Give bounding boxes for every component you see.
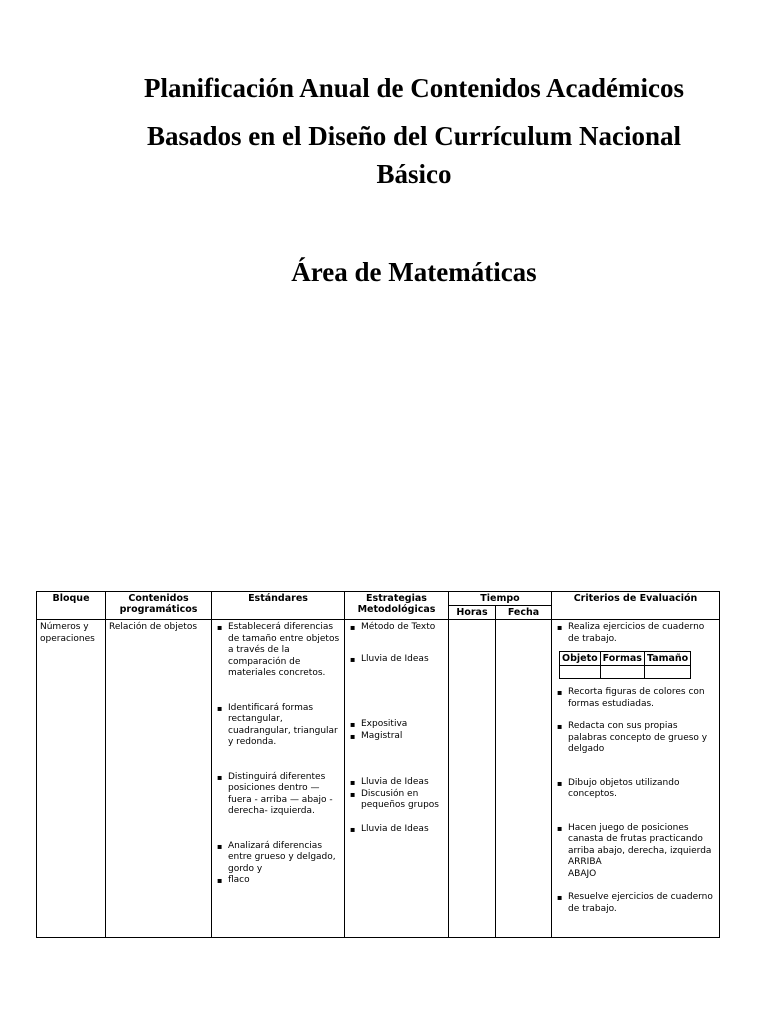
cell-horas xyxy=(449,620,496,938)
estrategia-item: ▪ Lluvia de Ideas xyxy=(348,654,445,666)
header-tiempo: Tiempo xyxy=(449,592,552,606)
estrategia-item: ▪ Discusión en pequeños grupos xyxy=(348,789,445,812)
estrategia-item: ▪ Expositiva xyxy=(348,719,445,731)
criterio-extra-1: ARRIBA xyxy=(568,857,602,867)
estandar-item: ▪ Establecerá diferencias de tamaño entre objetos a través de la comparación de materiales concretos. xyxy=(215,622,341,680)
area-title: Área de Matemáticas xyxy=(291,257,537,287)
cell-criterios xyxy=(552,620,720,938)
planning-table xyxy=(36,591,720,938)
inner-cell xyxy=(560,666,601,679)
criterio-item: ▪ Redacta con sus propias palabras concepto de grueso y delgado xyxy=(555,721,716,756)
inner-header-objeto: Objeto xyxy=(560,652,601,666)
header-bloque: Bloque xyxy=(37,592,106,620)
cell-estrategias xyxy=(345,620,449,938)
estrategia-item: ▪ Lluvia de Ideas xyxy=(348,824,445,836)
cell-estandares xyxy=(212,620,345,938)
estandar-item: ▪ Identificará formas rectangular, cuadrangular, triangular y redonda. xyxy=(215,703,341,749)
inner-cell xyxy=(600,666,644,679)
criterio-item: ▪ Dibujo objetos utilizando conceptos. xyxy=(555,778,716,801)
estandar-item: ▪ flaco xyxy=(215,875,341,887)
header-horas: Horas xyxy=(449,606,496,620)
inner-header-tamano: Tamaño xyxy=(644,652,690,666)
header-criterios: Criterios de Evaluación xyxy=(552,592,720,620)
document-title-line-1: Planificación Anual de Contenidos Académicos xyxy=(143,73,685,103)
criterio-item: ▪ Resuelve ejercicios de cuaderno de trabajo. xyxy=(555,892,716,915)
criterio-extra-2: ABAJO xyxy=(568,868,597,879)
inner-objects-table xyxy=(559,651,691,679)
document-title-line-2 xyxy=(60,117,768,193)
inner-cell xyxy=(644,666,690,679)
criterio-item: ▪ Recorta figuras de colores con formas estudiadas. xyxy=(555,687,716,710)
cell-fecha xyxy=(496,620,552,938)
header-fecha: Fecha xyxy=(496,606,552,620)
header-contenidos: Contenidos programáticos xyxy=(106,592,212,620)
estandar-item: ▪ Distinguirá diferentes posiciones dentro — fuera - arriba — abajo - derecha- izquierda. xyxy=(215,772,341,818)
document-title-line-2b: Básico xyxy=(376,159,452,189)
header-estandares: Estándares xyxy=(212,592,345,620)
estandar-item: ▪ Analizará diferencias entre grueso y delgado, gordo y xyxy=(215,841,341,876)
document-title-line-2a: Basados en el Diseño del Currículum Nacional xyxy=(146,121,682,151)
header-estrategias: Estrategias Metodológicas xyxy=(345,592,449,620)
criterio-item: ▪ Hacen juego de posiciones canasta de frutas practicando arriba abajo, derecha, izquierda xyxy=(555,823,716,858)
estrategia-item: ▪ Lluvia de Ideas xyxy=(348,777,445,789)
estrategia-item: ▪ Magistral xyxy=(348,731,445,743)
cell-contenido: Relación de objetos xyxy=(106,620,212,938)
estrategia-item: ▪ Método de Texto xyxy=(348,622,445,634)
criterio-item: ▪ Realiza ejercicios de cuaderno de trabajo. xyxy=(555,622,716,645)
inner-header-formas: Formas xyxy=(600,652,644,666)
cell-bloque: Números y operaciones xyxy=(37,620,106,938)
